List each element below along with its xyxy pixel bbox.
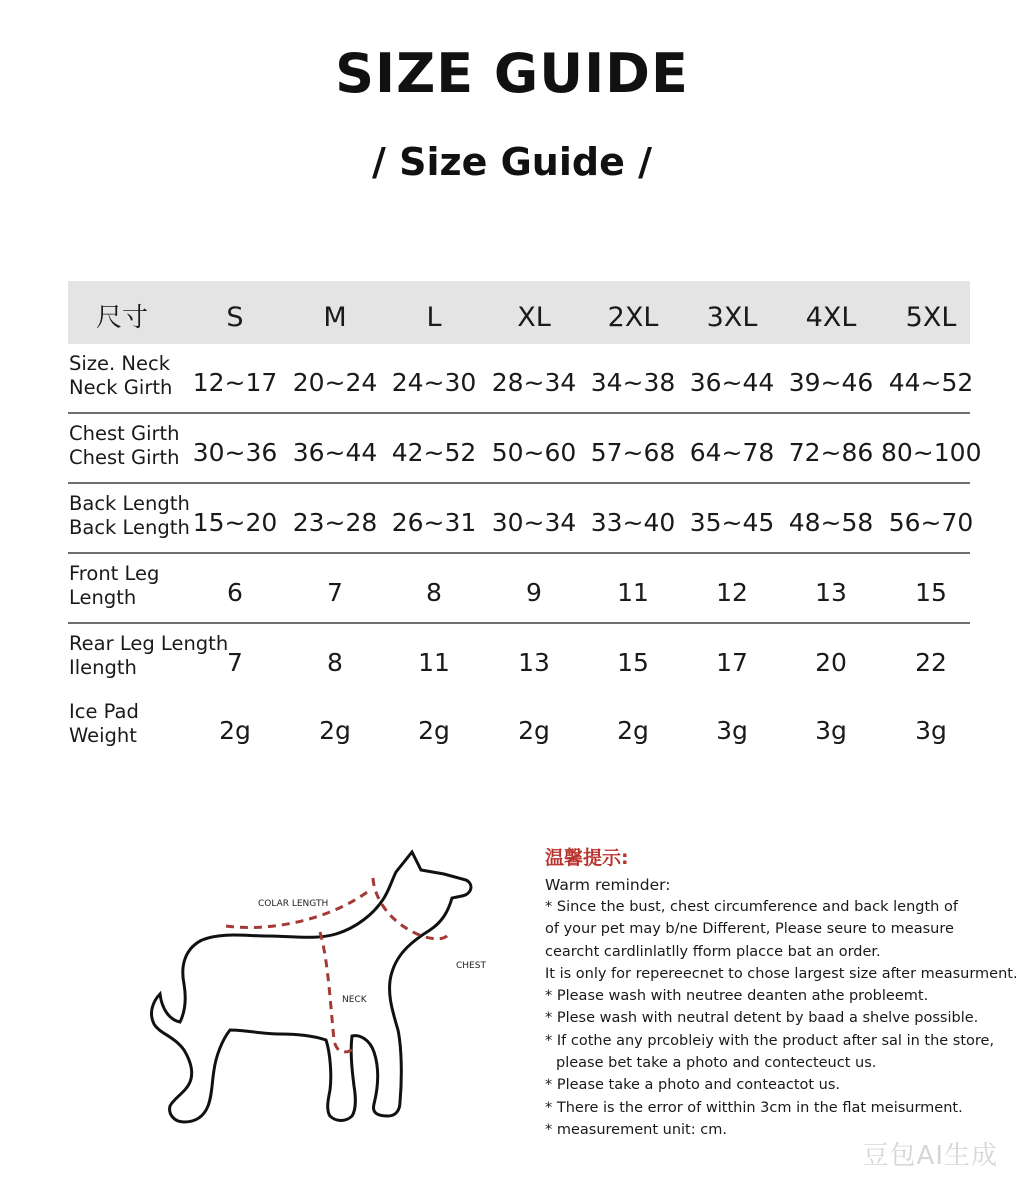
table-cell: 20~24: [292, 368, 378, 397]
table-cell: 2g: [518, 716, 550, 745]
size-header-xl: XL: [517, 302, 551, 333]
table-cell: 13: [815, 578, 847, 607]
reminder-line: * There is the error of witthin 3cm in the flat meisurment.: [545, 1099, 963, 1116]
size-table: [68, 281, 982, 760]
table-cell: 42~52: [391, 438, 477, 467]
table-cell: 12~17: [192, 368, 278, 397]
table-cell: 12: [716, 578, 748, 607]
table-cell: 30~36: [192, 438, 278, 467]
table-cell: 2g: [319, 716, 351, 745]
table-cell: 15: [617, 648, 649, 677]
table-cell: 8: [327, 648, 343, 677]
reminder-line: cearcht cardlinlatlly fform placce bat an order.: [545, 943, 881, 960]
table-cell: 36~44: [292, 438, 378, 467]
row-label-line2: Weight: [69, 724, 137, 747]
reminder-line: * If cothe any prcobleiy with the product after sal in the store,: [545, 1032, 995, 1049]
table-cell: 72~86: [788, 438, 874, 467]
table-cell: 8: [426, 578, 442, 607]
collar-measure-line: [373, 878, 448, 939]
row-label-line1: Rear Leg Length: [69, 632, 229, 655]
table-row: [68, 554, 970, 624]
table-cell: 64~78: [689, 438, 775, 467]
table-cell: 28~34: [491, 368, 577, 397]
row-label: [69, 562, 159, 610]
reminder-line: * Please take a photo and conteactot us.: [545, 1077, 841, 1094]
table-cell: 39~46: [788, 368, 874, 397]
size-header-label: 尺寸: [96, 303, 149, 333]
reminder-line: please bet take a photo and contecteuct us.: [556, 1055, 877, 1072]
row-label-line2: Chest Girth: [69, 446, 180, 469]
row-label: [69, 492, 190, 540]
table-cell: 15: [915, 578, 947, 607]
table-cell: 56~70: [888, 508, 974, 537]
table-row: [68, 344, 974, 414]
table-cell: 13: [518, 648, 550, 677]
neck-label: NECK: [342, 995, 367, 1005]
row-label-line1: Front Leg: [69, 562, 160, 585]
dog-measurement-diagram: [130, 840, 510, 1140]
size-header-s: S: [226, 302, 244, 333]
reminder-line: * measurement unit: cm.: [545, 1121, 727, 1138]
chest-measure-line: [320, 932, 352, 1052]
table-cell: 3g: [915, 716, 947, 745]
table-cell: 22: [915, 648, 947, 677]
row-label-line2: Back Length: [69, 516, 190, 539]
row-label: [69, 352, 172, 400]
table-cell: 57~68: [590, 438, 676, 467]
table-row: [68, 484, 974, 554]
size-table-header: [68, 281, 970, 344]
size-header-3xl: 3XL: [706, 302, 758, 333]
table-cell: 7: [227, 648, 243, 677]
page-subtitle: / Size Guide /: [372, 140, 652, 184]
table-cell: 50~60: [491, 438, 577, 467]
page-title: SIZE GUIDE: [335, 42, 689, 105]
table-cell: 33~40: [590, 508, 676, 537]
table-cell: 35~45: [689, 508, 775, 537]
size-header-2xl: 2XL: [607, 302, 659, 333]
row-label-line1: Ice Pad: [69, 700, 139, 723]
table-cell: 44~52: [888, 368, 974, 397]
reminder-line: * Plese wash with neutral detent by baad a shelve possible.: [545, 1010, 979, 1027]
table-cell: 34~38: [590, 368, 676, 397]
table-cell: 2g: [219, 716, 251, 745]
table-cell: 3g: [815, 716, 847, 745]
colar-length-label: COLAR LENGTH: [258, 899, 329, 909]
table-cell: 36~44: [689, 368, 775, 397]
table-cell: 17: [716, 648, 748, 677]
row-label: [69, 422, 180, 470]
table-cell: 6: [227, 578, 243, 607]
row-label: [69, 700, 139, 748]
reminder-line: of your pet may b/ne Different, Please seure to measure: [545, 921, 954, 938]
warm-reminder: [545, 843, 1018, 1141]
table-cell: 80~100: [881, 438, 982, 467]
table-cell: 20: [815, 648, 847, 677]
table-cell: 2g: [617, 716, 649, 745]
reminder-title: 温馨提示:: [545, 847, 629, 869]
reminder-line: * Since the bust, chest circumference and back length of: [545, 899, 958, 915]
size-header-4xl: 4XL: [805, 302, 857, 333]
reminder-line: * Please wash with neutree deanten athe probleemt.: [545, 988, 929, 1005]
table-cell: 2g: [418, 716, 450, 745]
table-row: [68, 414, 982, 484]
table-cell: 30~34: [491, 508, 577, 537]
table-cell: 7: [327, 578, 343, 607]
row-label-line2: Length: [69, 586, 137, 609]
row-label-line2: Ilength: [69, 656, 137, 679]
table-row: [68, 624, 970, 692]
watermark: 豆包AI生成: [862, 1141, 998, 1171]
chest-label: CHEST: [456, 961, 486, 971]
row-label-line1: Size. Neck: [69, 352, 171, 375]
table-cell: 24~30: [391, 368, 477, 397]
row-label-line1: Chest Girth: [69, 422, 180, 445]
table-cell: 23~28: [292, 508, 378, 537]
size-header-m: M: [323, 302, 347, 333]
row-label-line1: Back Length: [69, 492, 190, 515]
reminder-subtitle: Warm reminder:: [545, 876, 671, 894]
size-header-l: L: [426, 302, 442, 333]
table-cell: 11: [617, 578, 649, 607]
table-row: [68, 692, 970, 760]
row-label-line2: Neck Girth: [69, 376, 173, 399]
reminder-line: It is only for repereecnet to chose largest size after measurment.: [545, 965, 1018, 982]
table-cell: 11: [418, 648, 450, 677]
table-cell: 3g: [716, 716, 748, 745]
table-cell: 9: [526, 578, 542, 607]
table-cell: 15~20: [192, 508, 278, 537]
dog-outline: [152, 852, 471, 1122]
table-cell: 48~58: [788, 508, 874, 537]
table-cell: 26~31: [391, 508, 477, 537]
size-header-5xl: 5XL: [905, 302, 957, 333]
